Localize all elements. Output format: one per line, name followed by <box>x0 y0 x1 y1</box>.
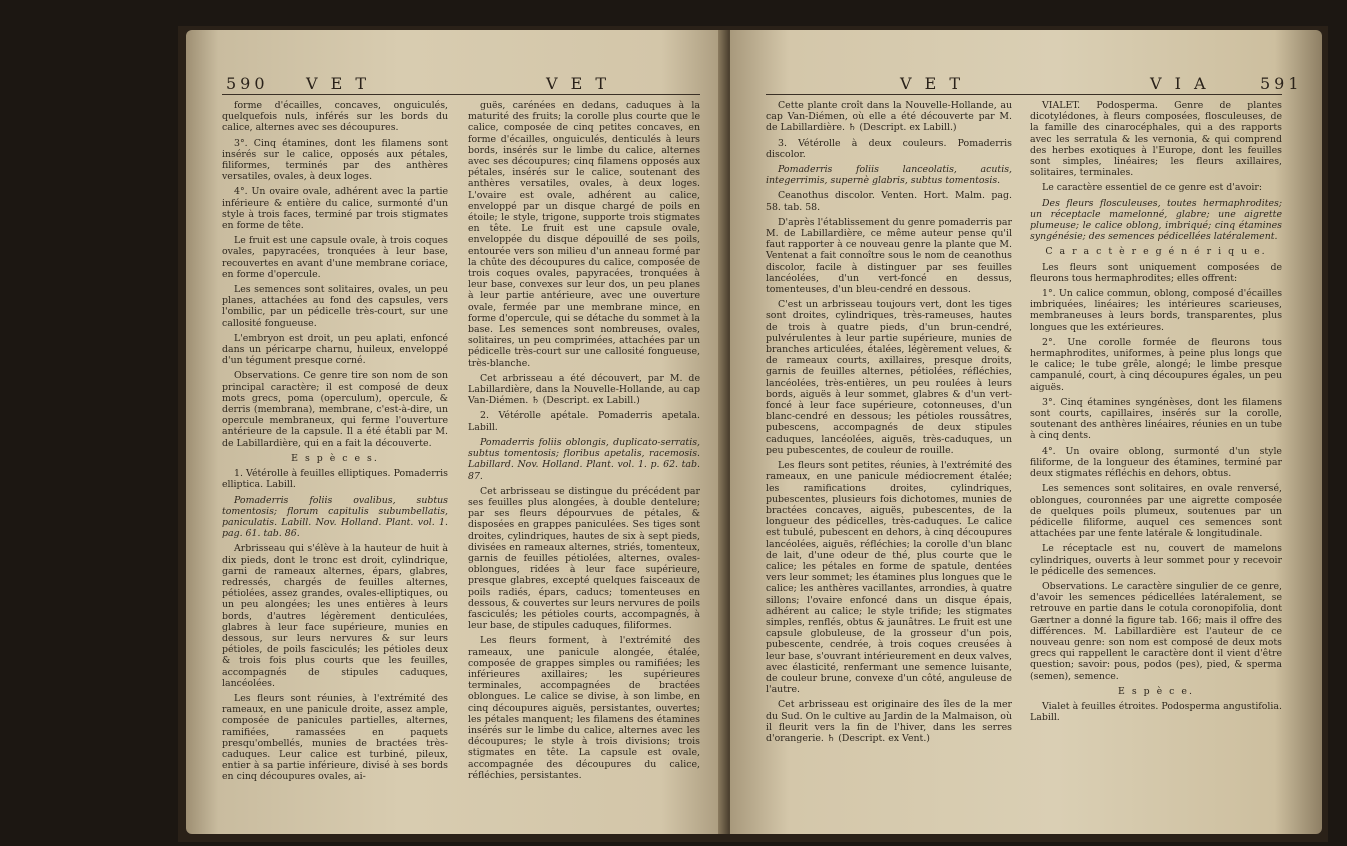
text-paragraph: Le réceptacle est nu, couvert de mamelons cylindriques, ouverts à leur sommet pour y recevoir le pédicelle des semences. <box>1030 543 1282 577</box>
text-paragraph: Vialet à feuilles étroites. Podosperma angustifolia. Labill. <box>1030 700 1282 724</box>
right-column-1 <box>766 100 1012 748</box>
text-paragraph: Observations. Ce genre tire son nom de son principal caractère; il est composé de deux mots grecs, poma (operculum), opercule, & derris (membrana), membrane, c'est-à-dire, un opercule membraneux, qui ferme l'ouverture antérieure de la capsule. Il a été établi par M. de Labillardière, qui en a fait la découverte. <box>222 370 448 449</box>
text-paragraph: Les fleurs sont réunies, à l'extrémité des rameaux, en une panicule droite, assez ample, composée de panicules partielles, alternes, ramifiées, ramassées en paquets presqu'ombellés, munies de bractées très-caduques. Leur calice est turbiné, pileux, entier à sa partie inférieure, divisé à ses bords en cinq découpures ovales, ai- <box>222 692 448 783</box>
right-head-rule <box>766 94 1282 95</box>
text-paragraph: Observations. Le caractère singulier de ce genre, d'avoir les semences pédicellées latéralement, se retrouve en partie dans le cotula coronopifolia, dont Gærtner a donné la figure tab. 166; mais il offre des différences. M. Labillardière est l'auteur de ce nouveau genre: son nom est composé de deux mots grecs qui rappellent le caractère dont il vient d'être question; savoir: pous, podos (pes), pied, & sperma (semen), semence. <box>1030 580 1282 682</box>
right-column-2 <box>1030 100 1282 727</box>
text-paragraph: Les fleurs sont petites, réunies, à l'extrémité des rameaux, en une panicule médiocrement étalée; les ramifications droites, cylindriques, pubescentes, plusieurs fois dichotomes, munies de bractées concaves, aiguës, pubescentes, de la longueur des pédicelles, très-caduques. Le calice est tubulé, pubescent en dehors, à cinq découpures lancéolées, aiguës, réfléchies; la corolle d'un blanc de lait, d'une odeur de thé, plus courte que le calice; les pétales en forme de spatule, dentées vers leur sommet; les étamines plus longues que le calice; les anthères vacillantes, arrondies, à quatre sillons; l'ovaire enfoncé dans un disque épais, adhérent au calice; le style trifide; les stigmates simples, renflés, obtus & jaunâtres. Le fruit est une capsule globuleuse, de la grosseur d'un pois, pubescente, cendrée, à trois coques creusées à leur base, s'ouvrant intérieurement en deux valves, avec élasticité, renfermant une semence luisante, de couleur brune, convexe d'un côté, anguleuse de l'autre. <box>766 460 1012 696</box>
text-paragraph: Cette plante croît dans la Nouvelle-Hollande, au cap Van-Diémen, où elle a été découverte par M. de Labillardière. ♄ (Descript. ex Labill.) <box>766 100 1012 134</box>
text-paragraph: Pomaderris foliis oblongis, duplicato-serratis, subtus tomentosis; floribus apetalis, racemosis. Labillard. Nov. Holland. Plant. vol. 1. p. 62. tab. 87. <box>468 436 700 482</box>
open-book <box>178 26 1328 842</box>
text-paragraph: forme d'écailles, concaves, onguiculés, quelquefois nuls, inférés sur les bords du calice, alternes avec ses découpures. <box>222 100 448 134</box>
text-paragraph: 2. Vétérolle apétale. Pomaderris apetala. Labill. <box>468 410 700 433</box>
text-paragraph: Les fleurs forment, à l'extrémité des rameaux, une panicule alongée, étalée, composée de grappes simples ou ramifiées; les inférieures axillaires; les supérieures terminales, accompagnées de bractées oblongues. Le calice se divise, à son limbe, en cinq découpures aiguës, persistantes, ouvertes; les pétales manquent; les filamens des étamines insérés sur le limbe du calice, alternes avec les découpures; le style à trois divisions; trois stigmates en tête. La capsule est ovale, accompagnée des découpures du calice, réfléchies, persistantes. <box>468 635 700 781</box>
text-paragraph: 3°. Cinq étamines, dont les filamens sont insérés sur le calice, opposés aux pétales, filiformes, terminés par des anthères versatiles, ovales, à deux loges. <box>222 137 448 183</box>
text-paragraph: Le fruit est une capsule ovale, à trois coques ovales, papyracées, tronquées à leur base, recouvertes en avant d'une membrane coriace, en forme d'opercule. <box>222 235 448 280</box>
text-paragraph: Cet arbrisseau a été découvert, par M. de Labillardière, dans la Nouvelle-Hollande, au cap Van-Diémen. ♄ (Descript. ex Labill.) <box>468 372 700 407</box>
text-paragraph: Pomaderris foliis ovalibus, subtus tomentosis; florum capitulis subumbellatis, paniculatis. Labill. Nov. Holland. Plant. vol. 1. pag. 61. tab. 86. <box>222 494 448 540</box>
text-paragraph: 4°. Un ovaire ovale, adhérent avec la partie inférieure & entière du calice, surmonté d'un style à trois faces, terminé par trois stigmates en forme de tête. <box>222 186 448 232</box>
text-paragraph: 3. Vétérolle à deux couleurs. Pomaderris discolor. <box>766 137 1012 160</box>
text-paragraph: Des fleurs flosculeuses, toutes hermaphrodites; un réceptacle mamelonné, glabre; une aigrette plumeuse; le calice oblong, imbriqué; cinq étamines syngénésie; des semences pédicellées latéralement. <box>1030 197 1282 243</box>
text-paragraph: Arbrisseau qui s'élève à la hauteur de huit à dix pieds, dont le tronc est droit, cylindrique, garni de rameaux alternes, épars, glabres, redressés, chargés de feuilles alternes, pétiolées, assez grandes, ovales-elliptiques, ou un peu alongées; les unes entières à leurs bords, d'autres légèrement denticulées, glabres à leur face supérieure, munies en dessous, sur leurs nervures & sur leurs pétioles, de poils fasciculés; les pétioles deux & trois fois plus courts que les feuilles, accompagnés de stipules caduques, lancéolées. <box>222 543 448 689</box>
text-paragraph: Le caractère essentiel de ce genre est d'avoir: <box>1042 182 1263 194</box>
text-paragraph: 3°. Cinq étamines syngénèses, dont les filamens sont courts, capillaires, insérés sur la corolle, soutenant des anthères linéaires, réunies en un tube à cinq dents. <box>1030 396 1282 442</box>
text-paragraph: Cet arbrisseau se distingue du précédent par ses feuilles plus alongées, à double dentelure; par ses fleurs dépourvues de pétales, & disposées en grappes paniculées. Ses tiges sont droites, cylindriques, hautes de six à sept pieds, divisées en rameaux alternes, striés, tomenteux, garnis de feuilles pétiolées, alternes, ovales-oblongues, ridées à leur face supérieure, presque glabres, excepté quelques faisceaux de poils radiés, épars, caducs; tomenteuses en dessous, & couvertes sur leurs nervures de poils fasciculés; les pétioles courts, accompagnés, à leur base, de stipules caduques, filiformes. <box>468 485 700 632</box>
right-page <box>730 30 1322 834</box>
text-paragraph: VIALET. Podosperma. Genre de plantes dicotylédones, à fleurs composées, flosculeuses, de la famille des cinarocéphales, qui a des rapports avec les serratula & les vernonia, & qui comprend des herbes exotiques à l'Europe, dont les feuilles sont simples, linéaires; les fleurs axillaires, solitaires, terminales. <box>1030 100 1282 179</box>
left-page-number: 590 <box>226 74 269 93</box>
left-head-rule <box>222 94 700 95</box>
text-paragraph: Les semences sont solitaires, ovales, un peu planes, attachées au fond des capsules, vers l'ombilic, par un pédicelle très-court, sur une callosité fongueuse. <box>222 284 448 329</box>
section-heading: E s p è c e. <box>1118 685 1194 697</box>
text-paragraph: 1°. Un calice commun, oblong, composé d'écailles imbriquées, linéaires; les intérieures scarieuses, membraneuses à leurs bords, transparentes, plus longues que les extérieures. <box>1030 288 1282 333</box>
text-paragraph: C'est un arbrisseau toujours vert, dont les tiges sont droites, cylindriques, très-rameuses, hautes de trois à quatre pieds, d'un brun-cendré, pulvérulentes à leur partie supérieure, munies de branches articulées, étalées, légèrement velues, & de rameaux courts, axillaires, presque droits, garnis de feuilles alternes, pétiolées, réfléchies, lancéolées, très-entières, un peu roulées à leurs bords, aiguës à leur sommet, glabres & d'un vert-foncé à leur face supérieure, cotonneuses, d'un blanc-cendré en dessous; les pétioles roussâtres, pubescens, accompagnés de deux stipules caduques, lancéolées, aiguës, très-caduques, un peu pubescentes, de couleur de rouille. <box>766 299 1012 456</box>
left-column-1 <box>222 100 448 787</box>
text-paragraph: L'embryon est droit, un peu aplati, enfoncé dans un péricarpe charnu, huileux, enveloppé d'un tégument presque corné. <box>222 332 448 367</box>
text-paragraph: D'après l'établissement du genre pomaderris par M. de Labillardière, ce même auteur pense qu'il faut rapporter à ce nouveau genre la plante que M. Ventenat a fait connoître sous le nom de ceanothus discolor, facile à distinguer par ses feuilles lancéolées, d'un vert-foncé en dessus, tomenteuses, d'un bleu-cendré en dessous. <box>766 216 1012 296</box>
left-page <box>186 30 726 834</box>
text-paragraph: Les semences sont solitaires, en ovale renversé, oblongues, couronnées par une aigrette composée de quelques poils plumeux, soutenues par un pédicelle filiforme, auquel ces semences sont attachées par une fente latérale & longitudinale. <box>1030 483 1282 540</box>
text-paragraph: Cet arbrisseau est originaire des îles de la mer du Sud. On le cultive au Jardin de la Malmaison, où il fleurit vers la fin de l'hiver, dans les serres d'orangerie. ♄ (Descript. ex Vent.) <box>766 699 1012 744</box>
section-heading: C a r a c t è r e g é n é r i q u e. <box>1045 246 1267 258</box>
left-column-2 <box>468 100 700 785</box>
right-running-head-1: V E T <box>900 74 965 93</box>
left-running-head-2: V E T <box>546 74 611 93</box>
text-paragraph: guës, carénées en dedans, caduques à la maturité des fruits; la corolle plus courte que le calice, composée de cinq petites concaves, en forme d'écailles, onguiculés, denticulés à leurs bords, insérés sur le limbe du calice, alternes avec ses découpures; cinq filamens opposés aux pétales, insérés sur le calice, soutenant des anthères versatiles, ovales, à deux loges. L'ovaire est ovale, adhérent au calice, enveloppé par un disque chargé de poils en étoile; le style, trigone, supporte trois stigmates en tête. Le fruit est une capsule ovale, enveloppée du disque dépouillé de ses poils, entourée vers son milieu d'un anneau formé par la chûte des découpures du calice, composée de trois coques ovales, papyracées, tronquées à leur base, convexes sur leur dos, un peu planes à leur partie antérieure, avec une ouverture ovale, fermée par une membrane mince, en forme d'opercule, qui se détache du sommet à la base. Les semences sont nombreuses, ovales, solitaires, un peu comprimées, attachées par un pédicelle très-court sur une callosité fongueuse, très-blanche. <box>468 100 700 369</box>
text-paragraph: Ceanothus discolor. Venten. Hort. Malm. pag. 58. tab. 58. <box>766 190 1012 213</box>
text-paragraph: Pomaderris foliis lanceolatis, acutis, integerrimis, supernè glabris, subtus tomentosis. <box>766 164 1012 187</box>
right-running-head-2: V I A <box>1150 74 1210 93</box>
text-paragraph: 4°. Un ovaire oblong, surmonté d'un style filiforme, de la longueur des étamines, terminé par deux stigmates réfléchis en dehors, obtus. <box>1030 445 1282 480</box>
left-running-head-1: V E T <box>306 74 371 93</box>
text-paragraph: 1. Vétérolle à feuilles elliptiques. Pomaderris elliptica. Labill. <box>222 468 448 491</box>
text-paragraph: Les fleurs sont uniquement composées de fleurons tous hermaphrodites; elles offrent: <box>1030 261 1282 284</box>
text-paragraph: 2°. Une corolle formée de fleurons tous hermaphrodites, uniformes, à peine plus longs que le calice; le tube grêle, alongé; le limbe presque campanulé, court, à cinq découpures égales, un peu aiguës. <box>1030 336 1282 393</box>
right-page-number: 591 <box>1260 74 1303 93</box>
section-heading: E s p è c e s. <box>291 452 379 464</box>
